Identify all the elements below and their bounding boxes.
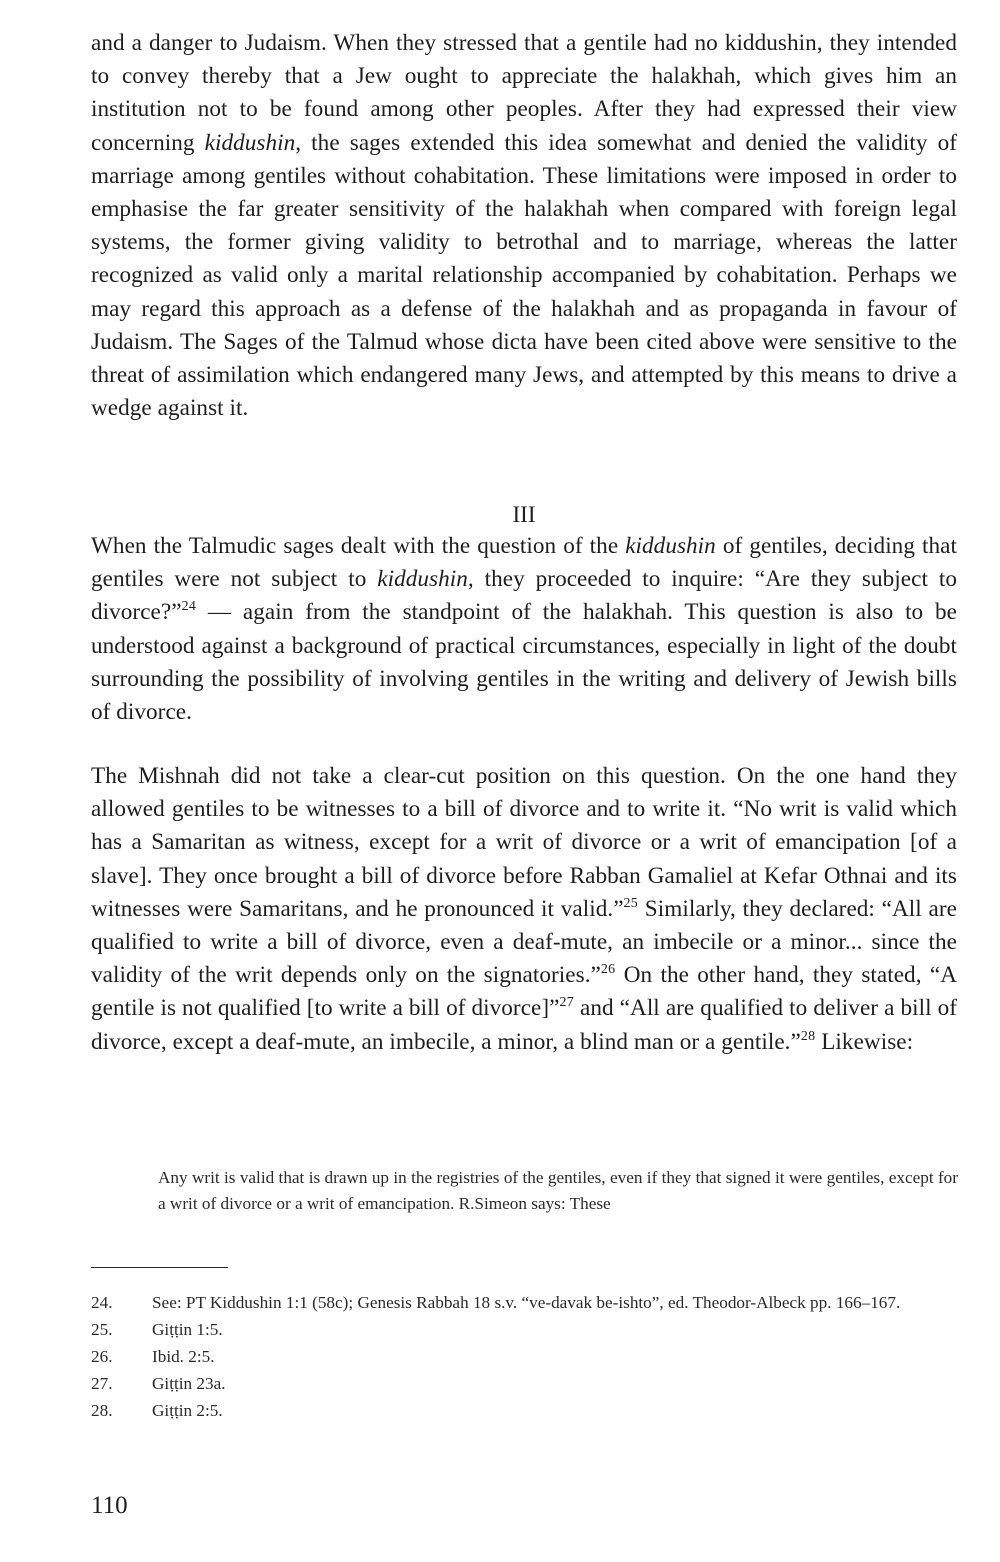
footnote-text: Giṭṭin 2:5. bbox=[152, 1401, 223, 1420]
paragraph-text: , the sages extended this idea somewhat and denied the validity of marriage among gentiles without cohabitation. These limitations were imposed in order to emphasise the far greater sensitivity of the halakhah when compared with foreign legal systems, the former giving validity to betrothal and to marriage, whereas the latter recognized as valid only a marital relationship accompanied by cohabitation. Perhaps we may regard this approach as a defense of the halakhah and as propaganda in favour of Judaism. The Sages of the Talmud whose dicta have been cited above were sensitive to the threat of assimilation which endangered many Jews, and attempted by this means to drive a wedge against it. bbox=[91, 129, 957, 422]
paragraph-text: Likewise: bbox=[815, 1028, 914, 1055]
paragraph-text: When the Talmudic sages dealt with the question of the bbox=[91, 533, 626, 559]
italic-term: kiddushin, bbox=[377, 566, 474, 593]
footnote-item bbox=[91, 1370, 957, 1397]
paragraph-text: and “All are qualified to deliver a bill of divorce, except a deaf-mute, an imbecile, a minor, a blind man or a gentile.” bbox=[91, 995, 957, 1055]
footnote-text: Giṭṭin 23a. bbox=[152, 1374, 226, 1393]
block-quote: Any writ is valid that is drawn up in the registries of the gentiles, even if they that signed it were gentiles, except for a writ of divorce or a writ of emancipation. R.Simeon says: These bbox=[158, 1168, 958, 1213]
footnote-text: Giṭṭin 1:5. bbox=[152, 1320, 223, 1339]
footnote-number: 25. bbox=[91, 1320, 113, 1339]
footnotes-list bbox=[91, 1289, 957, 1424]
paragraph-text: The Mishnah did not take a clear-cut position on this question. On the one hand they allowed gentiles to be witnesses to a bill of divorce and to write it. “No writ is valid which has a Samaritan as witness, except for a writ of divorce or a writ of emancipation [of a slave]. They once brought a bill of divorce before Rabban Gamaliel at Kefar Othnai and its witnesses were Samaritans, and he pronounced it valid.” bbox=[91, 763, 957, 922]
footnote-number: 24. bbox=[91, 1293, 113, 1312]
footnote-number: 28. bbox=[91, 1401, 113, 1420]
paragraph-text: On the other hand, they stated, “A gentile is not qualified [to write a bill of divorce]” bbox=[91, 962, 957, 1022]
footnote-item bbox=[91, 1397, 957, 1424]
footnote-item bbox=[91, 1289, 957, 1316]
italic-term: kiddushin bbox=[625, 533, 716, 559]
paragraph-text: and a danger to Judaism. When they stressed that a gentile had no kiddushin, they intended to convey thereby that a Jew ought to appreciate the halakhah, which gives him an institution not to be found among other peoples. After they had expressed their view concerning bbox=[91, 30, 957, 156]
footnote-item bbox=[91, 1343, 957, 1370]
paragraph-text: of gentiles, deciding that gentiles were not subject to bbox=[91, 533, 957, 593]
footnote-text: See: PT Kiddushin 1:1 (58c); Genesis Rabbah 18 s.v. “ve-davak be-ishto”, ed. Theodor-Albeck pp. 166–167. bbox=[152, 1293, 901, 1312]
body-paragraph-1 bbox=[91, 27, 957, 425]
paragraph-text: — again from the standpoint of the halakhah. This question is also to be understood against a background of practical circumstances, especially in light of the doubt surrounding the possibility of involving gentiles in the writing and delivery of Jewish bills of divorce. bbox=[91, 599, 957, 726]
body-paragraph-3 bbox=[91, 760, 957, 1059]
footnote-text: Ibid. 2:5. bbox=[152, 1347, 215, 1366]
section-heading: III bbox=[512, 502, 536, 527]
footnote-ref: 27 bbox=[559, 995, 575, 1011]
footnote-ref: 28 bbox=[800, 1028, 816, 1044]
page-number: 110 bbox=[91, 1492, 128, 1519]
footnote-divider bbox=[91, 1267, 228, 1268]
footnote-ref: 25 bbox=[623, 895, 639, 911]
footnote-number: 27. bbox=[91, 1374, 113, 1393]
footnote-number: 26. bbox=[91, 1347, 113, 1366]
paragraph-text: Similarly, they declared: “All are qualified to write a bill of divorce, even a deaf-mute, an imbecile or a minor... since the validity of the writ depends only on the signatories.” bbox=[91, 895, 957, 989]
footnote-ref: 26 bbox=[600, 962, 616, 978]
body-paragraph-2 bbox=[91, 530, 957, 729]
paragraph-text: they proceeded to inquire: “Are they subject to divorce?” bbox=[91, 566, 957, 626]
footnote-ref: 24 bbox=[181, 599, 197, 615]
italic-term: kiddushin bbox=[204, 129, 296, 156]
footnote-item bbox=[91, 1316, 957, 1343]
